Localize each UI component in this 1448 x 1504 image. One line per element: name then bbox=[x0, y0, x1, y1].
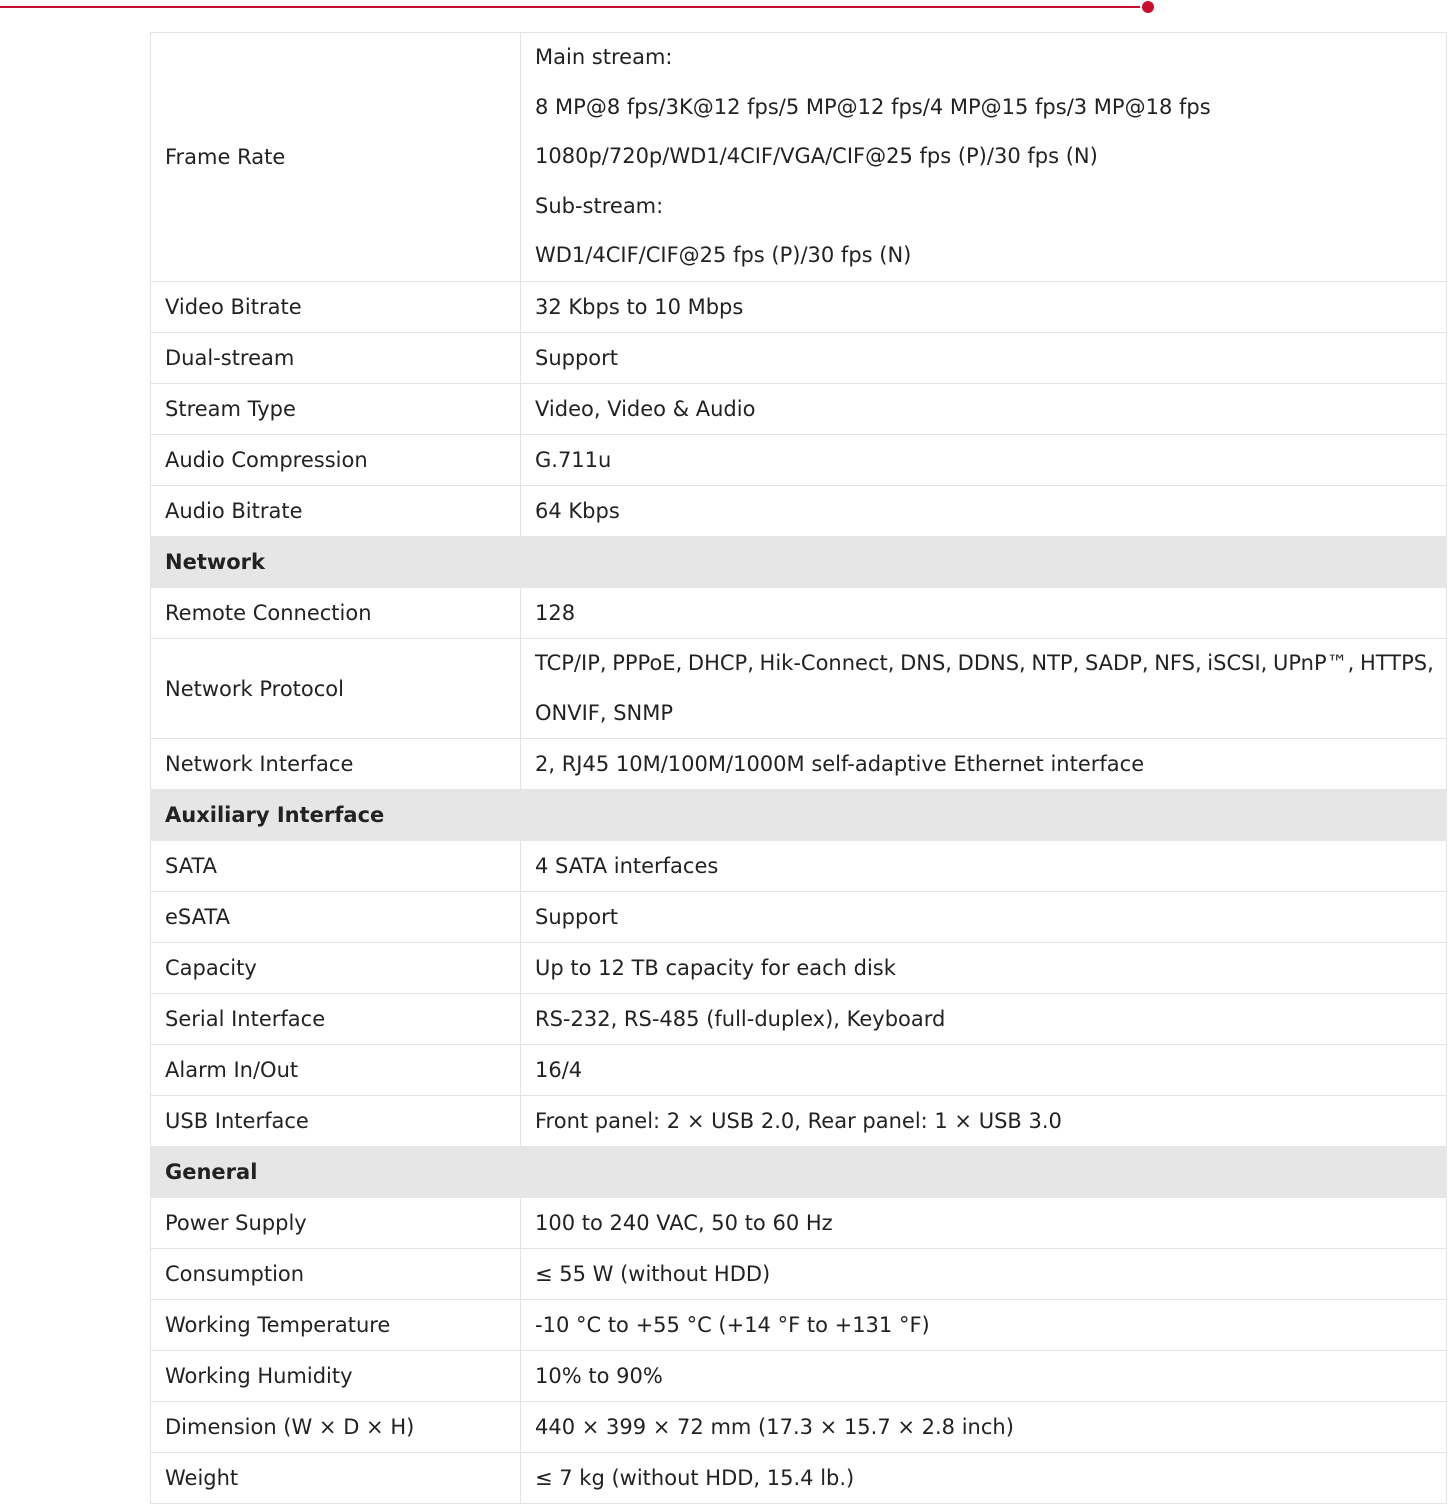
spec-value: ≤ 7 kg (without HDD, 15.4 lb.) bbox=[521, 1453, 1447, 1504]
spec-row bbox=[151, 739, 1447, 790]
spec-table bbox=[150, 32, 1447, 1504]
spec-value-line: 1080p/720p/WD1/4CIF/VGA/CIF@25 fps (P)/30 fps (N) bbox=[535, 144, 1098, 169]
spec-label: Serial Interface bbox=[151, 994, 521, 1045]
spec-row bbox=[151, 1096, 1447, 1147]
spec-row bbox=[151, 1453, 1447, 1504]
spec-value: 440 × 399 × 72 mm (17.3 × 15.7 × 2.8 inch) bbox=[521, 1402, 1447, 1453]
spec-row-frame-rate bbox=[151, 33, 1447, 282]
spec-value: 10% to 90% bbox=[521, 1351, 1447, 1402]
spec-value: 16/4 bbox=[521, 1045, 1447, 1096]
spec-value: Support bbox=[521, 892, 1447, 943]
spec-label: Consumption bbox=[151, 1249, 521, 1300]
spec-value: 32 Kbps to 10 Mbps bbox=[521, 281, 1447, 332]
spec-value bbox=[521, 33, 1447, 282]
spec-row bbox=[151, 943, 1447, 994]
spec-value: 100 to 240 VAC, 50 to 60 Hz bbox=[521, 1198, 1447, 1249]
spec-label: Weight bbox=[151, 1453, 521, 1504]
spec-label: Network Interface bbox=[151, 739, 521, 790]
spec-label: Working Temperature bbox=[151, 1300, 521, 1351]
spec-value: Up to 12 TB capacity for each disk bbox=[521, 943, 1447, 994]
section-title: Network bbox=[151, 536, 1447, 587]
section-header-network bbox=[151, 536, 1447, 587]
spec-value-line: Sub-stream: bbox=[535, 193, 664, 218]
spec-row bbox=[151, 434, 1447, 485]
spec-row bbox=[151, 892, 1447, 943]
spec-label: Capacity bbox=[151, 943, 521, 994]
spec-row bbox=[151, 587, 1447, 638]
section-title: General bbox=[151, 1147, 1447, 1198]
spec-label: Power Supply bbox=[151, 1198, 521, 1249]
spec-value bbox=[521, 638, 1447, 738]
spec-value: 2, RJ45 10M/100M/1000M self-adaptive Ethernet interface bbox=[521, 739, 1447, 790]
section-header-general bbox=[151, 1147, 1447, 1198]
spec-value: 128 bbox=[521, 587, 1447, 638]
spec-label: Stream Type bbox=[151, 383, 521, 434]
spec-value: Video, Video & Audio bbox=[521, 383, 1447, 434]
header-rule bbox=[0, 6, 1140, 8]
spec-label: Audio Bitrate bbox=[151, 485, 521, 536]
section-header-auxiliary bbox=[151, 790, 1447, 841]
spec-value-line: Main stream: bbox=[535, 45, 673, 69]
spec-label: Remote Connection bbox=[151, 587, 521, 638]
spec-row bbox=[151, 332, 1447, 383]
spec-label: Video Bitrate bbox=[151, 281, 521, 332]
spec-row bbox=[151, 383, 1447, 434]
spec-label: Working Humidity bbox=[151, 1351, 521, 1402]
spec-value-line: ONVIF, SNMP bbox=[535, 700, 674, 725]
spec-label: Dual-stream bbox=[151, 332, 521, 383]
spec-row bbox=[151, 281, 1447, 332]
header-rule-dot bbox=[1142, 1, 1154, 13]
spec-row-network-protocol bbox=[151, 638, 1447, 738]
spec-label: USB Interface bbox=[151, 1096, 521, 1147]
spec-value: 4 SATA interfaces bbox=[521, 841, 1447, 892]
spec-row bbox=[151, 1198, 1447, 1249]
spec-label: SATA bbox=[151, 841, 521, 892]
spec-value: RS-232, RS-485 (full-duplex), Keyboard bbox=[521, 994, 1447, 1045]
spec-value-line: 8 MP@8 fps/3K@12 fps/5 MP@12 fps/4 MP@15 fps/3 MP@18 fps bbox=[535, 94, 1211, 119]
spec-value: Front panel: 2 × USB 2.0, Rear panel: 1 × USB 3.0 bbox=[521, 1096, 1447, 1147]
spec-value-line: WD1/4CIF/CIF@25 fps (P)/30 fps (N) bbox=[535, 243, 912, 268]
section-title: Auxiliary Interface bbox=[151, 790, 1447, 841]
spec-value: 64 Kbps bbox=[521, 485, 1447, 536]
spec-row bbox=[151, 1045, 1447, 1096]
spec-label: Network Protocol bbox=[151, 638, 521, 738]
spec-label: Audio Compression bbox=[151, 434, 521, 485]
spec-value: G.711u bbox=[521, 434, 1447, 485]
spec-row bbox=[151, 485, 1447, 536]
spec-value: -10 °C to +55 °C (+14 °F to +131 °F) bbox=[521, 1300, 1447, 1351]
spec-label: Alarm In/Out bbox=[151, 1045, 521, 1096]
spec-row bbox=[151, 1249, 1447, 1300]
spec-value-line: TCP/IP, PPPoE, DHCP, Hik-Connect, DNS, DDNS, NTP, SADP, NFS, iSCSI, UPnP™, HTTPS, bbox=[535, 650, 1434, 675]
spec-row bbox=[151, 1402, 1447, 1453]
spec-label: Frame Rate bbox=[151, 33, 521, 282]
spec-label: Dimension (W × D × H) bbox=[151, 1402, 521, 1453]
spec-row bbox=[151, 841, 1447, 892]
spec-row bbox=[151, 994, 1447, 1045]
spec-value: ≤ 55 W (without HDD) bbox=[521, 1249, 1447, 1300]
spec-value: Support bbox=[521, 332, 1447, 383]
spec-row bbox=[151, 1351, 1447, 1402]
spec-row bbox=[151, 1300, 1447, 1351]
spec-label: eSATA bbox=[151, 892, 521, 943]
